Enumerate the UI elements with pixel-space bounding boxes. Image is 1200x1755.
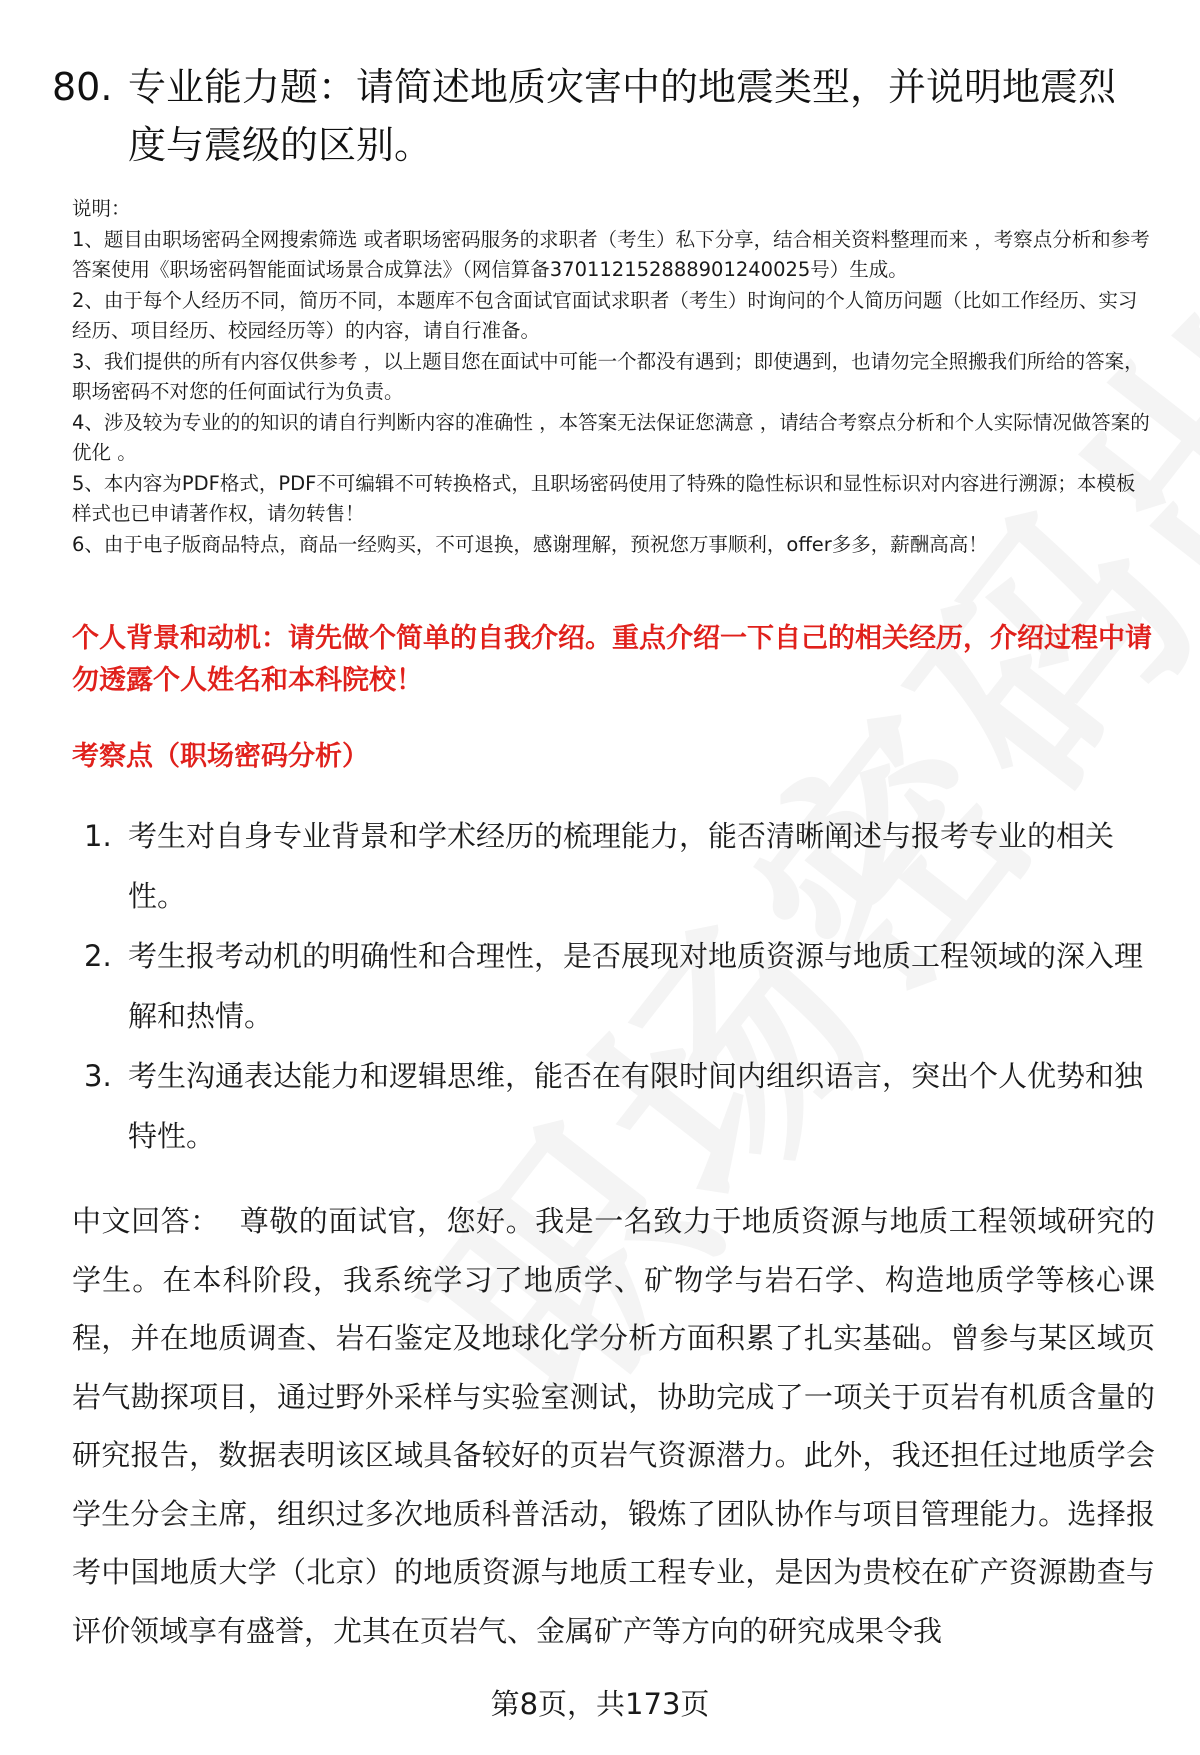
analysis-heading: 考察点（职场密码分析） xyxy=(72,741,369,772)
note-item: 2、由于每个人经历不同，简历不同，本题库不包含面试官面试求职者（考生）时询问的个人简历问题（比如工作经历、实习经历、项目经历、校园经历等）的内容，请自行准备。 xyxy=(72,288,1138,342)
analysis-point xyxy=(84,926,1154,1046)
point-number: 3. xyxy=(84,1059,112,1093)
answer-label: 中文回答： xyxy=(72,1204,220,1238)
point-text: 考生报考动机的明确性和合理性，是否展现对地质资源与地质工程领域的深入理解和热情。 xyxy=(128,939,1144,1033)
note-item: 3、我们提供的所有内容仅供参考 ，以上题目您在面试中可能一个都没有遇到；即使遇到，也请勿完全照搬我们所给的答案，职场密码不对您的任何面试行为负责。 xyxy=(72,349,1144,403)
answer-text: 尊敬的面试官，您好。我是一名致力于地质资源与地质工程领域研究的学生。在本科阶段，我系统学习了地质学、矿物学与岩石学、构造地质学等核心课程，并在地质调查、岩石鉴定及地球化学分析方面积累了扎实基础。曾参与某区域页岩气勘探项目，通过野外采样与实验室测试，协助完成了一项关于页岩有机质含量的研究报告，数据表明该区域具备较好的页岩气资源潜力。此外，我还担任过地质学会学生分会主席，组织过多次地质科普活动，锻炼了团队协作与项目管理能力。选择报考中国地质大学（北京）的地质资源与地质工程专业，是因为贵校在矿产资源勘查与评价领域享有盛誉，尤其在页岩气、金属矿产等方向的研究成果令我 xyxy=(72,1204,1155,1648)
note-item: 4、涉及较为专业的的知识的请自行判断内容的准确性 ，本答案无法保证您满意 ，请结合考察点分析和个人实际情况做答案的优化 。 xyxy=(72,410,1150,464)
question-title xyxy=(52,58,1152,174)
notes-heading: 说明： xyxy=(72,197,131,220)
answer-block xyxy=(72,1192,1155,1660)
notes-block xyxy=(72,194,1152,560)
note-item: 6、由于电子版商品特点，商品一经购买，不可退换，感谢理解，预祝您万事顺利，offer多多，薪酬高高！ xyxy=(72,532,988,556)
note-item: 1、题目由职场密码全网搜索筛选 或者职场密码服务的求职者（考生）私下分享，结合相关资料整理而来 ，考察点分析和参考答案使用《职场密码智能面试场景合成算法》（网信算备370112152888901240025号）生成。 xyxy=(72,227,1150,281)
analysis-point xyxy=(84,806,1154,926)
analysis-point xyxy=(84,1046,1154,1166)
point-text: 考生对自身专业背景和学术经历的梳理能力，能否清晰阐述与报考专业的相关性。 xyxy=(128,819,1115,913)
question-number: 80. xyxy=(52,65,113,109)
point-text: 考生沟通表达能力和逻辑思维，能否在有限时间内组织语言，突出个人优势和独特性。 xyxy=(128,1059,1144,1153)
note-item: 5、本内容为PDF格式，PDF不可编辑不可转换格式，且职场密码使用了特殊的隐性标识和显性标识对内容进行溯源；本模板样式也已申请著作权，请勿转售！ xyxy=(72,471,1136,525)
point-number: 2. xyxy=(84,939,112,973)
point-number: 1. xyxy=(84,819,112,853)
page-number: 第8页，共173页 xyxy=(490,1687,710,1721)
question-text: 专业能力题：请简述地质灾害中的地震类型，并说明地震烈度与震级的区别。 xyxy=(128,65,1117,167)
analysis-points xyxy=(84,806,1154,1166)
background-heading: 个人背景和动机：请先做个简单的自我介绍。重点介绍一下自己的相关经历，介绍过程中请勿透露个人姓名和本科院校！ xyxy=(72,623,1152,696)
